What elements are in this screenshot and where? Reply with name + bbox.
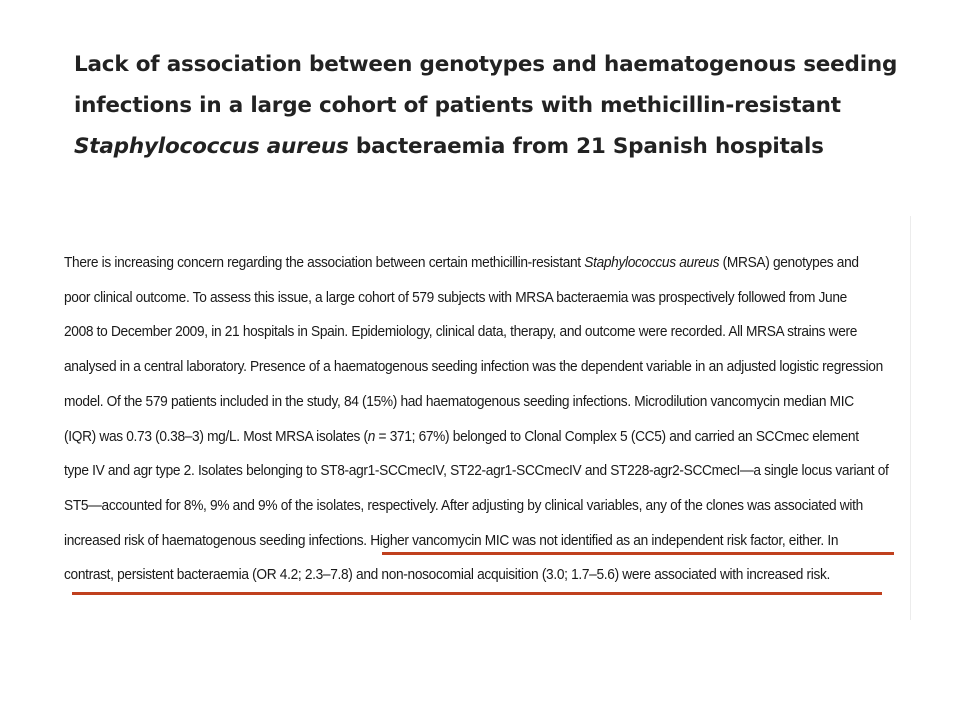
- abstract-line: 2008 to December 2009, in 21 hospitals in Spain. Epidemiology, clinical data, therapy, and outcome were recorded. All MRSA strains were: [64, 324, 858, 341]
- abstract-line: type IV and agr type 2. Isolates belonging to ST8-agr1-SCCmecIV, ST22-agr1-SCCmecIV and ST228-agr2-SCCmecI—a single locus variant of: [64, 463, 889, 480]
- abstract-segment: (IQR) was 0.73 (0.38–3) mg/L. Most MRSA isolates (: [64, 428, 368, 445]
- highlight-underline-2: [72, 592, 882, 595]
- paper-title: [74, 44, 898, 167]
- title-line-3-rest: bacteraemia from 21 Spanish hospitals: [348, 134, 824, 159]
- highlight-underline-1: [382, 552, 894, 555]
- abstract-line: model. Of the 579 patients included in the study, 84 (15%) had haematogenous seeding infections. Microdilution vancomycin median MIC: [64, 393, 854, 410]
- abstract-line: increased risk of haematogenous seeding infections. Higher vancomycin MIC was not identified as an independent risk factor, either. In: [64, 532, 839, 549]
- title-line-2: infections in a large cohort of patients with methicillin-resistant: [74, 93, 841, 118]
- abstract-segment: There is increasing concern regarding the association between certain methicillin-resistant: [64, 255, 585, 271]
- abstract-species-name: Staphylococcus aureus: [584, 255, 720, 271]
- title-species-name: Staphylococcus aureus: [74, 134, 349, 159]
- abstract-line: poor clinical outcome. To assess this issue, a large cohort of 579 subjects with MRSA bacteraemia was prospectively followed from June: [64, 289, 847, 306]
- abstract-line: [64, 246, 859, 281]
- abstract-segment: = 371; 67%) belonged to Clonal Complex 5 (CC5) and carried an SCCmec element: [375, 428, 859, 445]
- abstract-line: [64, 420, 859, 455]
- abstract-italic-n: n: [367, 428, 376, 445]
- abstract-line: analysed in a central laboratory. Presence of a haematogenous seeding infection was the dependent variable in an adjusted logistic regression: [64, 359, 883, 376]
- abstract-line: contrast, persistent bacteraemia (OR 4.2; 2.3–7.8) and non-nosocomial acquisition (3.0; 1.7–5.6) were associated with increased risk.: [64, 567, 831, 584]
- abstract-segment: (MRSA) genotypes and: [719, 255, 859, 271]
- title-line-1: Lack of association between genotypes and haematogenous seeding: [74, 52, 898, 77]
- abstract-text: [64, 246, 889, 593]
- abstract-line: ST5—accounted for 8%, 9% and 9% of the isolates, respectively. After adjusting by clinical variables, any of the clones was associated with: [64, 497, 863, 514]
- title-line-3: [74, 126, 894, 167]
